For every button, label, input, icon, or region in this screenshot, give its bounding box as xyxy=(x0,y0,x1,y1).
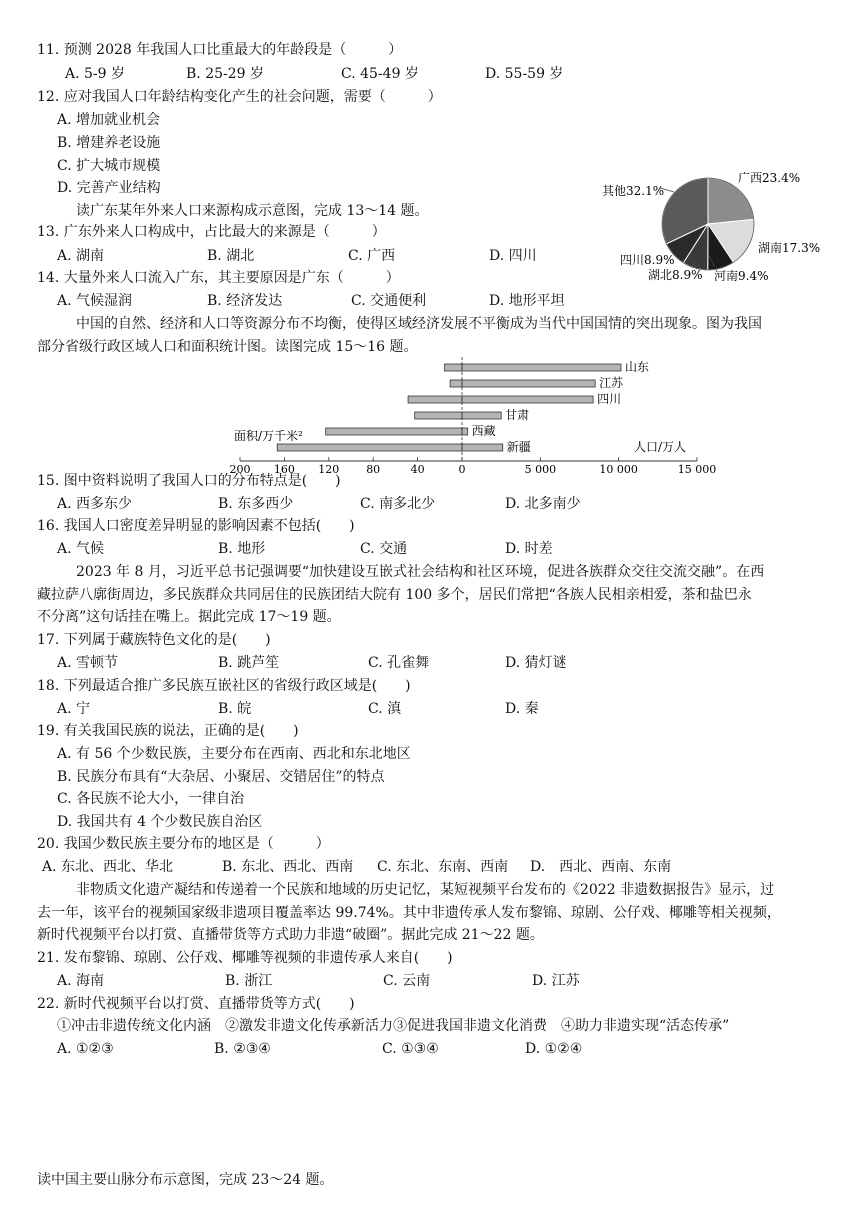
q11-option-d[interactable]: D. 55-59 岁 xyxy=(485,66,564,82)
population-bar-1 xyxy=(462,364,621,371)
population-bar-4 xyxy=(462,412,501,419)
population-bar-2 xyxy=(462,380,595,387)
pie-label-guangxi: 广西23.4% xyxy=(738,171,801,185)
q21-option-a[interactable]: A. 海南 xyxy=(57,973,105,989)
population-tick-3: 15 000 xyxy=(677,463,717,476)
q12-option-c[interactable]: C. 扩大城市规模 xyxy=(57,158,161,174)
q19-option-d[interactable]: D. 我国共有 4 个少数民族自治区 xyxy=(57,814,263,830)
q19-option-c[interactable]: C. 各民族不论大小，一律自治 xyxy=(57,791,245,807)
pie-label-sichuan: 四川8.9% xyxy=(620,253,675,267)
q17-option-b[interactable]: B. 跳芦笙 xyxy=(218,655,280,671)
q21-stem: 21. 发布黎锦、琼剧、公仔戏、椰雕等视频的非遗传承人来自( ) xyxy=(37,950,453,966)
q18-stem: 18. 下列最适合推广多民族互嵌社区的省级行政区域是( ) xyxy=(37,678,411,694)
category-label-5: 西藏 xyxy=(471,424,496,438)
pie-label-henan: 河南9.4% xyxy=(714,269,769,283)
q14-option-c[interactable]: C. 交通便利 xyxy=(351,293,427,309)
q16-option-b[interactable]: B. 地形 xyxy=(218,541,266,557)
q20-option-a[interactable]: A. 东北、西北、华北 xyxy=(42,859,174,875)
q11-option-c[interactable]: C. 45-49 岁 xyxy=(341,66,419,82)
area-tick-3: 120 xyxy=(318,463,340,476)
area-tick-5: 40 xyxy=(410,463,425,476)
q13-option-b[interactable]: B. 湖北 xyxy=(207,248,255,264)
population-axis-label: 人口/万人 xyxy=(634,440,687,454)
population-area-chart xyxy=(222,357,717,476)
q20-option-d[interactable]: D. 西北、西南、东南 xyxy=(530,859,672,875)
q18-option-a[interactable]: A. 宁 xyxy=(57,701,91,717)
area-axis-label: 面积/万千米² xyxy=(234,429,303,443)
q19-stem: 19. 有关我国民族的说法，正确的是( ) xyxy=(37,723,299,739)
population-bar-5 xyxy=(462,428,468,435)
q18-option-b[interactable]: B. 皖 xyxy=(218,701,252,717)
population-bar-3 xyxy=(462,396,593,403)
pie-label-hunan: 湖南17.3% xyxy=(758,241,821,255)
q15-option-d[interactable]: D. 北多南少 xyxy=(505,496,581,512)
q13-option-c[interactable]: C. 广西 xyxy=(348,248,396,264)
intro-15-16-line1: 中国的自然、经济和人口等资源分布不均衡，使得区域经济发展不平衡成为当代中国国情的突出现象。图为我国 xyxy=(76,316,762,332)
area-tick-4: 80 xyxy=(366,463,381,476)
q22-option-b[interactable]: B. ②③④ xyxy=(214,1041,271,1057)
q15-option-a[interactable]: A. 西多东少 xyxy=(57,496,133,512)
q21-option-c[interactable]: C. 云南 xyxy=(383,973,431,989)
intro-17-19-line1: 2023 年 8 月，习近平总书记强调要“加快建设互嵌式社会结构和社区环境，促进各族群众交往交流交融”。在西 xyxy=(76,564,765,580)
q16-option-c[interactable]: C. 交通 xyxy=(360,541,408,557)
intro-17-19-line2: 藏拉萨八廓街周边，多民族群众共同居住的民族团结大院有 100 多个，居民们常把“各族人民相亲相爱，茶和盐巴永 xyxy=(37,587,752,603)
q17-option-c[interactable]: C. 孔雀舞 xyxy=(368,655,430,671)
q19-option-a[interactable]: A. 有 56 个少数民族，主要分布在西南、西北和东北地区 xyxy=(57,746,411,762)
intro-13-14: 读广东某年外来人口来源构成示意图，完成 13～14 题。 xyxy=(76,203,429,219)
q14-option-d[interactable]: D. 地形平坦 xyxy=(489,293,565,309)
category-label-1: 山东 xyxy=(625,360,650,374)
q13-option-a[interactable]: A. 湖南 xyxy=(57,248,105,264)
area-bar-4 xyxy=(415,412,462,419)
q21-option-d[interactable]: D. 江苏 xyxy=(532,973,580,989)
category-label-2: 江苏 xyxy=(599,376,624,390)
area-tick-2: 160 xyxy=(273,463,295,476)
q14-option-b[interactable]: B. 经济发达 xyxy=(207,293,283,309)
area-bar-5 xyxy=(326,428,462,435)
q22-stem: 22. 新时代视频平台以打赏、直播带货等方式( ) xyxy=(37,996,355,1012)
q19-option-b[interactable]: B. 民族分布具有“大杂居、小聚居、交错居住”的特点 xyxy=(57,769,385,785)
intro-17-19-line3: 不分离”这句话挂在嘴上。据此完成 17～19 题。 xyxy=(37,609,341,625)
q22-option-c[interactable]: C. ①③④ xyxy=(382,1041,439,1057)
q14-option-a[interactable]: A. 气候湿润 xyxy=(57,293,133,309)
q18-option-c[interactable]: C. 滇 xyxy=(368,701,402,717)
q20-option-b[interactable]: B. 东北、西北、西南 xyxy=(222,859,354,875)
q22-option-d[interactable]: D. ①②④ xyxy=(525,1041,583,1057)
q15-option-b[interactable]: B. 东多西少 xyxy=(218,496,294,512)
q11-option-a[interactable]: A. 5-9 岁 xyxy=(65,66,126,82)
area-bar-3 xyxy=(408,396,462,403)
q12-option-a[interactable]: A. 增加就业机会 xyxy=(57,112,161,128)
population-bar-6 xyxy=(462,444,503,451)
pie-label-hubei: 湖北8.9% xyxy=(648,268,703,282)
pie-label-other: 其他32.1% xyxy=(602,184,665,198)
q16-option-d[interactable]: D. 时差 xyxy=(505,541,553,557)
q21-option-b[interactable]: B. 浙江 xyxy=(225,973,273,989)
q12-option-d[interactable]: D. 完善产业结构 xyxy=(57,180,161,196)
q15-option-c[interactable]: C. 南多北少 xyxy=(360,496,436,512)
q16-stem: 16. 我国人口密度差异明显的影响因素不包括( ) xyxy=(37,518,355,534)
q11-stem: 11. 预测 2028 年我国人口比重最大的年龄段是（ ） xyxy=(37,42,403,58)
q13-stem: 13. 广东外来人口构成中，占比最大的来源是（ ） xyxy=(37,224,386,240)
category-label-4: 甘肃 xyxy=(505,408,530,422)
q12-option-b[interactable]: B. 增建养老设施 xyxy=(57,135,161,151)
q18-option-d[interactable]: D. 秦 xyxy=(505,701,539,717)
q17-option-a[interactable]: A. 雪顿节 xyxy=(57,655,119,671)
area-bar-2 xyxy=(450,380,462,387)
q22-option-a[interactable]: A. ①②③ xyxy=(57,1041,114,1057)
pie-chart xyxy=(596,166,828,284)
intro-21-22-line1: 非物质文化遗产凝结和传递着一个民族和地域的历史记忆，某短视频平台发布的《2022 非遗数据报告》显示，过 xyxy=(76,882,775,898)
q14-stem: 14. 大量外来人口流入广东，其主要原因是广东（ ） xyxy=(37,270,400,286)
area-bar-6 xyxy=(277,444,462,451)
q17-option-d[interactable]: D. 猜灯谜 xyxy=(505,655,567,671)
q11-option-b[interactable]: B. 25-29 岁 xyxy=(186,66,264,82)
area-tick-1: 200 xyxy=(229,463,251,476)
q16-option-a[interactable]: A. 气候 xyxy=(57,541,105,557)
area-tick-6: 0 xyxy=(458,463,466,476)
category-label-6: 新疆 xyxy=(506,440,531,454)
intro-21-22-line3: 新时代视频平台以打赏、直播带货等方式助力非遗“破圈”。据此完成 21～22 题。 xyxy=(37,927,544,943)
population-tick-1: 5 000 xyxy=(524,463,557,476)
intro-21-22-line2: 去一年，该平台的视频国家级非遗项目覆盖率达 99.74%。其中非遗传承人发布黎锦、琼剧、公仔戏、椰雕等相关视频， xyxy=(37,905,781,921)
q12-stem: 12. 应对我国人口年龄结构变化产生的社会问题，需要（ ） xyxy=(37,89,442,105)
q20-stem: 20. 我国少数民族主要分布的地区是（ ） xyxy=(37,836,330,852)
q22-statements: ①冲击非遗传统文化内涵 ②激发非遗文化传承新活力③促进我国非遗文化消费 ④助力非遗实现“活态传承” xyxy=(57,1018,730,1034)
q15-stem: 15. 图中资料说明了我国人口的分布特点是( ) xyxy=(37,473,341,489)
q13-option-d[interactable]: D. 四川 xyxy=(489,248,537,264)
category-label-3: 四川 xyxy=(597,392,622,406)
q17-stem: 17. 下列属于藏族特色文化的是( ) xyxy=(37,632,271,648)
intro-23-24: 读中国主要山脉分布示意图，完成 23～24 题。 xyxy=(37,1172,334,1188)
intro-15-16-line2: 部分省级行政区域人口和面积统计图。读图完成 15～16 题。 xyxy=(37,339,418,355)
area-bar-1 xyxy=(445,364,462,371)
q20-option-c[interactable]: C. 东北、东南、西南 xyxy=(377,859,509,875)
population-tick-2: 10 000 xyxy=(599,463,638,476)
